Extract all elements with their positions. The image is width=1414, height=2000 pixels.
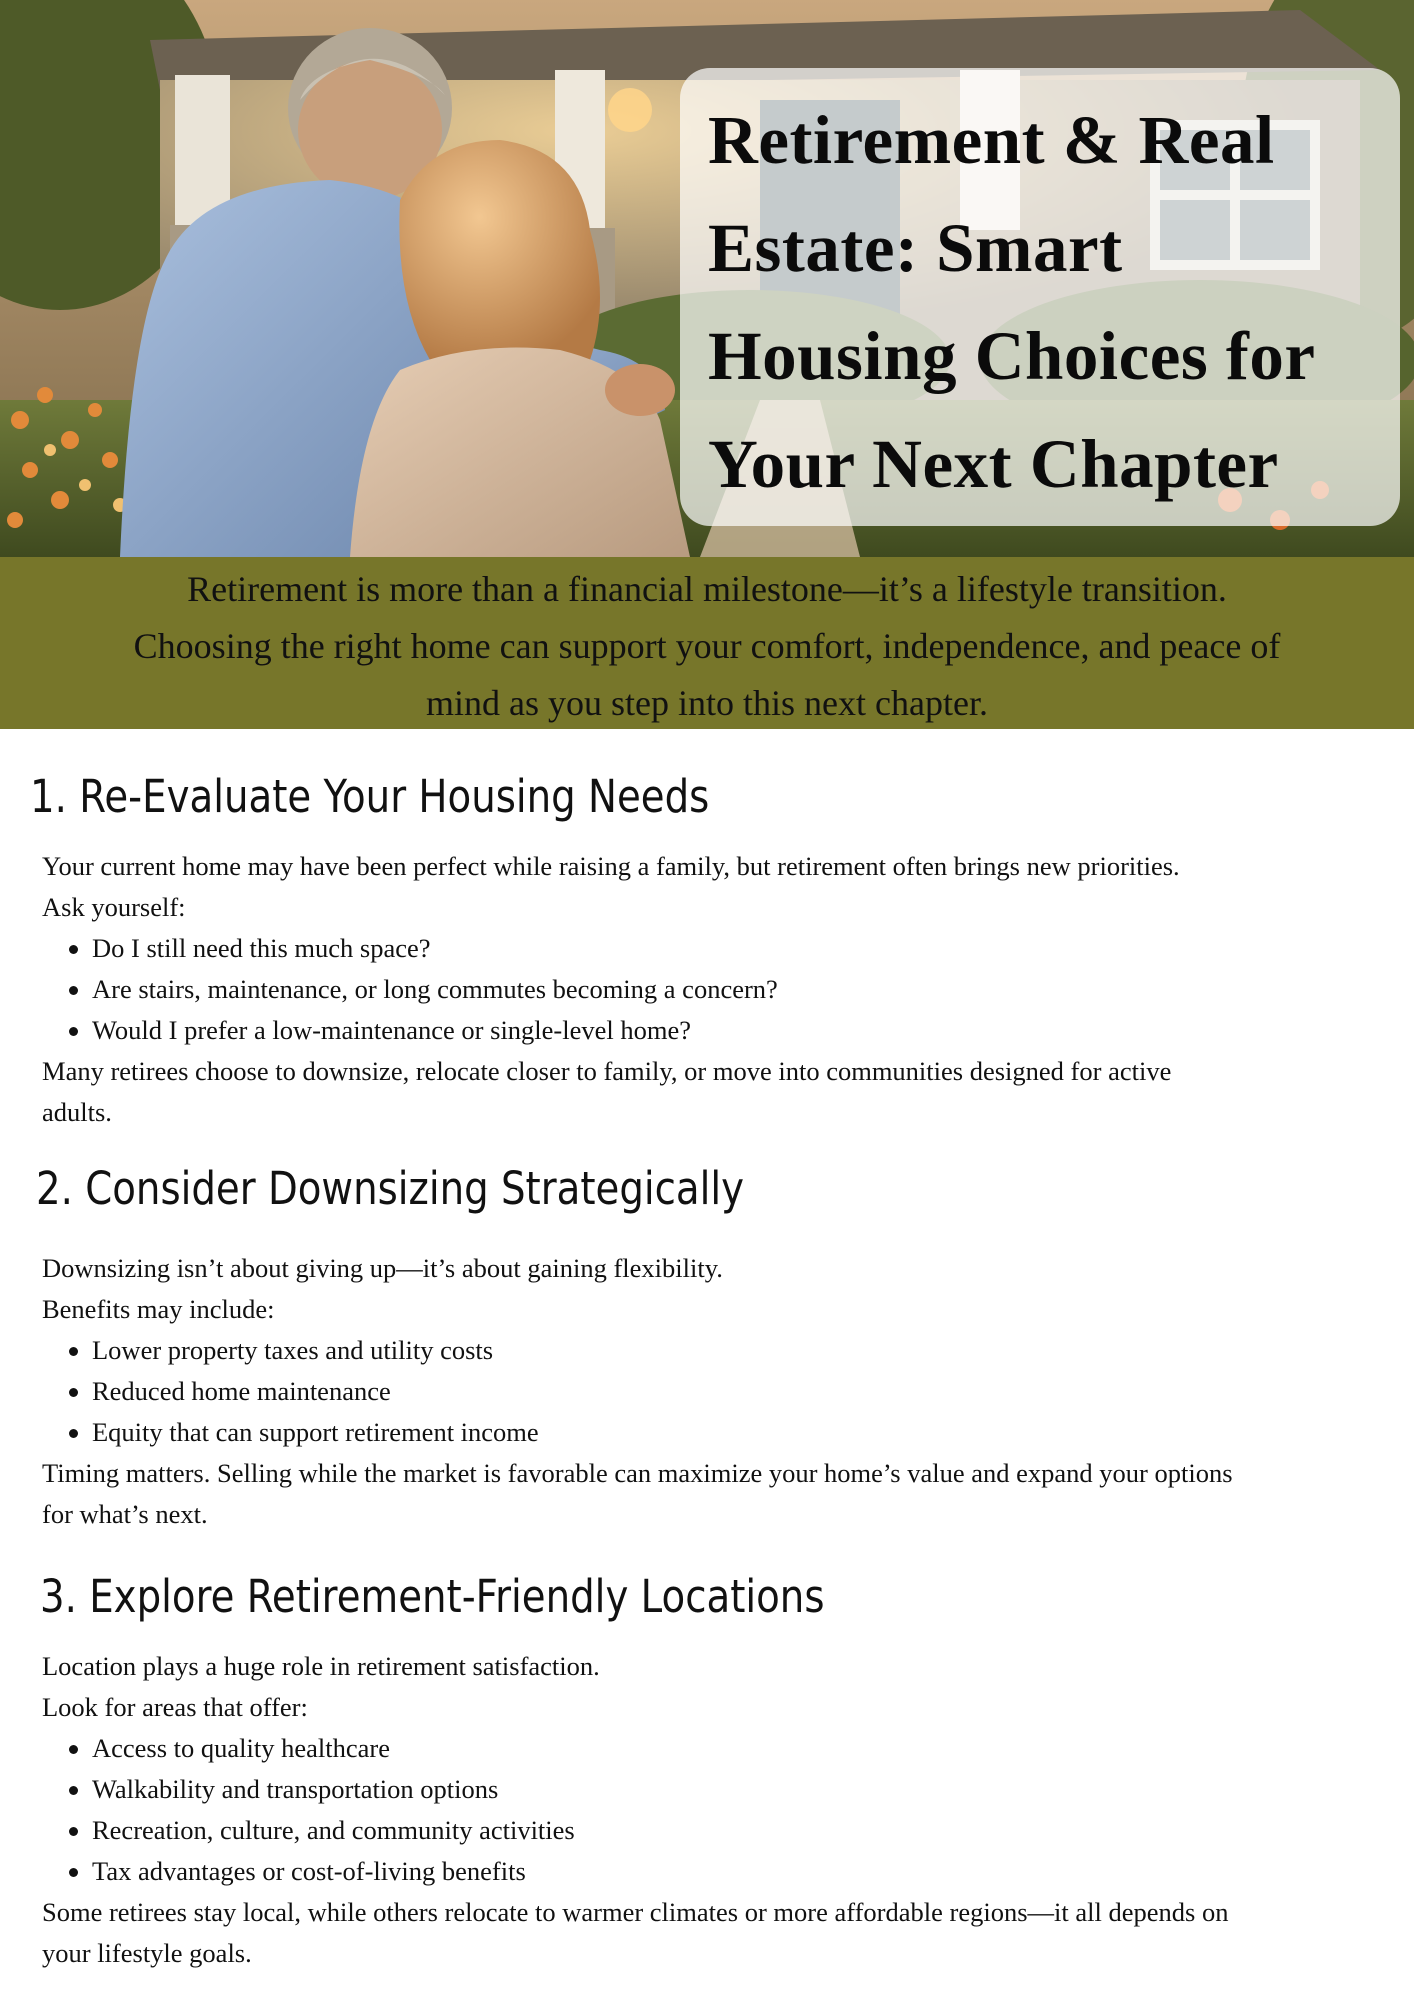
list-item [92, 1728, 1372, 1769]
list-item [92, 1010, 1372, 1051]
paragraph-line: Many retirees choose to downsize, relocate closer to family, or move into communities designed for active [42, 1056, 1172, 1086]
bullet-icon [69, 1347, 78, 1356]
section-body [42, 1248, 1372, 1535]
list-item-text: Do I still need this much space? [92, 933, 431, 963]
list-item [92, 1412, 1372, 1453]
title-line: Retirement & Real [708, 102, 1275, 178]
title-card [680, 68, 1400, 526]
paragraph-line: Ask yourself: [42, 892, 186, 922]
list-item-text: Lower property taxes and utility costs [92, 1335, 494, 1365]
bullet-icon [69, 1745, 78, 1754]
list-item [92, 1810, 1372, 1851]
section-body [42, 1646, 1372, 1974]
paragraph-line: Some retirees stay local, while others relocate to warmer climates or more affordable regions—it all depends on [42, 1897, 1229, 1927]
list-item-text: Reduced home maintenance [92, 1376, 391, 1406]
list-item-text: Walkability and transportation options [92, 1774, 499, 1804]
hero-banner [0, 0, 1414, 557]
section-heading: 3. Explore Retirement-Friendly Locations [40, 1570, 825, 1623]
title-line: Housing Choices for [708, 318, 1316, 394]
section-body [42, 846, 1372, 1133]
bullet-icon [69, 1429, 78, 1438]
paragraph-line: Benefits may include: [42, 1294, 275, 1324]
list-item-text: Tax advantages or cost-of-living benefits [92, 1856, 526, 1886]
paragraph-line: Downsizing isn’t about giving up—it’s about gaining flexibility. [42, 1253, 723, 1283]
paragraph-line: Location plays a huge role in retirement satisfaction. [42, 1651, 600, 1681]
list-item-text: Are stairs, maintenance, or long commutes becoming a concern? [92, 974, 778, 1004]
list-item [92, 928, 1372, 969]
bullet-list [42, 1728, 1372, 1892]
list-item [92, 1330, 1372, 1371]
list-item [92, 1371, 1372, 1412]
intro-line: Retirement is more than a financial milestone—it’s a lifestyle transition. [187, 569, 1227, 609]
bullet-icon [69, 1027, 78, 1036]
bullet-icon [69, 1827, 78, 1836]
bullet-icon [69, 1868, 78, 1877]
section-heading: 2. Consider Downsizing Strategically [36, 1162, 745, 1215]
list-item-text: Would I prefer a low-maintenance or single-level home? [92, 1015, 692, 1045]
paragraph-line: your lifestyle goals. [42, 1938, 252, 1968]
paragraph-line: for what’s next. [42, 1499, 208, 1529]
section-heading: 1. Re-Evaluate Your Housing Needs [30, 770, 710, 823]
title-line: Estate: Smart [708, 210, 1123, 286]
bullet-list [42, 928, 1372, 1051]
list-item [92, 1851, 1372, 1892]
intro-line: Choosing the right home can support your comfort, independence, and peace of [133, 626, 1281, 666]
paragraph-line: Your current home may have been perfect while raising a family, but retirement often brings new priorities. [42, 851, 1180, 881]
bullet-icon [69, 1388, 78, 1397]
intro-band [0, 557, 1414, 729]
paragraph-line: Look for areas that offer: [42, 1692, 308, 1722]
list-item-text: Access to quality healthcare [92, 1733, 390, 1763]
bullet-icon [69, 1786, 78, 1795]
list-item [92, 1769, 1372, 1810]
bullet-icon [69, 945, 78, 954]
page-title [708, 86, 1376, 518]
list-item [92, 969, 1372, 1010]
paragraph-line: Timing matters. Selling while the market is favorable can maximize your home’s value and expand your options [42, 1458, 1233, 1488]
list-item-text: Equity that can support retirement income [92, 1417, 539, 1447]
intro-line: mind as you step into this next chapter. [426, 683, 988, 723]
bullet-list [42, 1330, 1372, 1453]
paragraph-line: adults. [42, 1097, 112, 1127]
bullet-icon [69, 986, 78, 995]
title-line: Your Next Chapter [708, 426, 1279, 502]
list-item-text: Recreation, culture, and community activities [92, 1815, 575, 1845]
